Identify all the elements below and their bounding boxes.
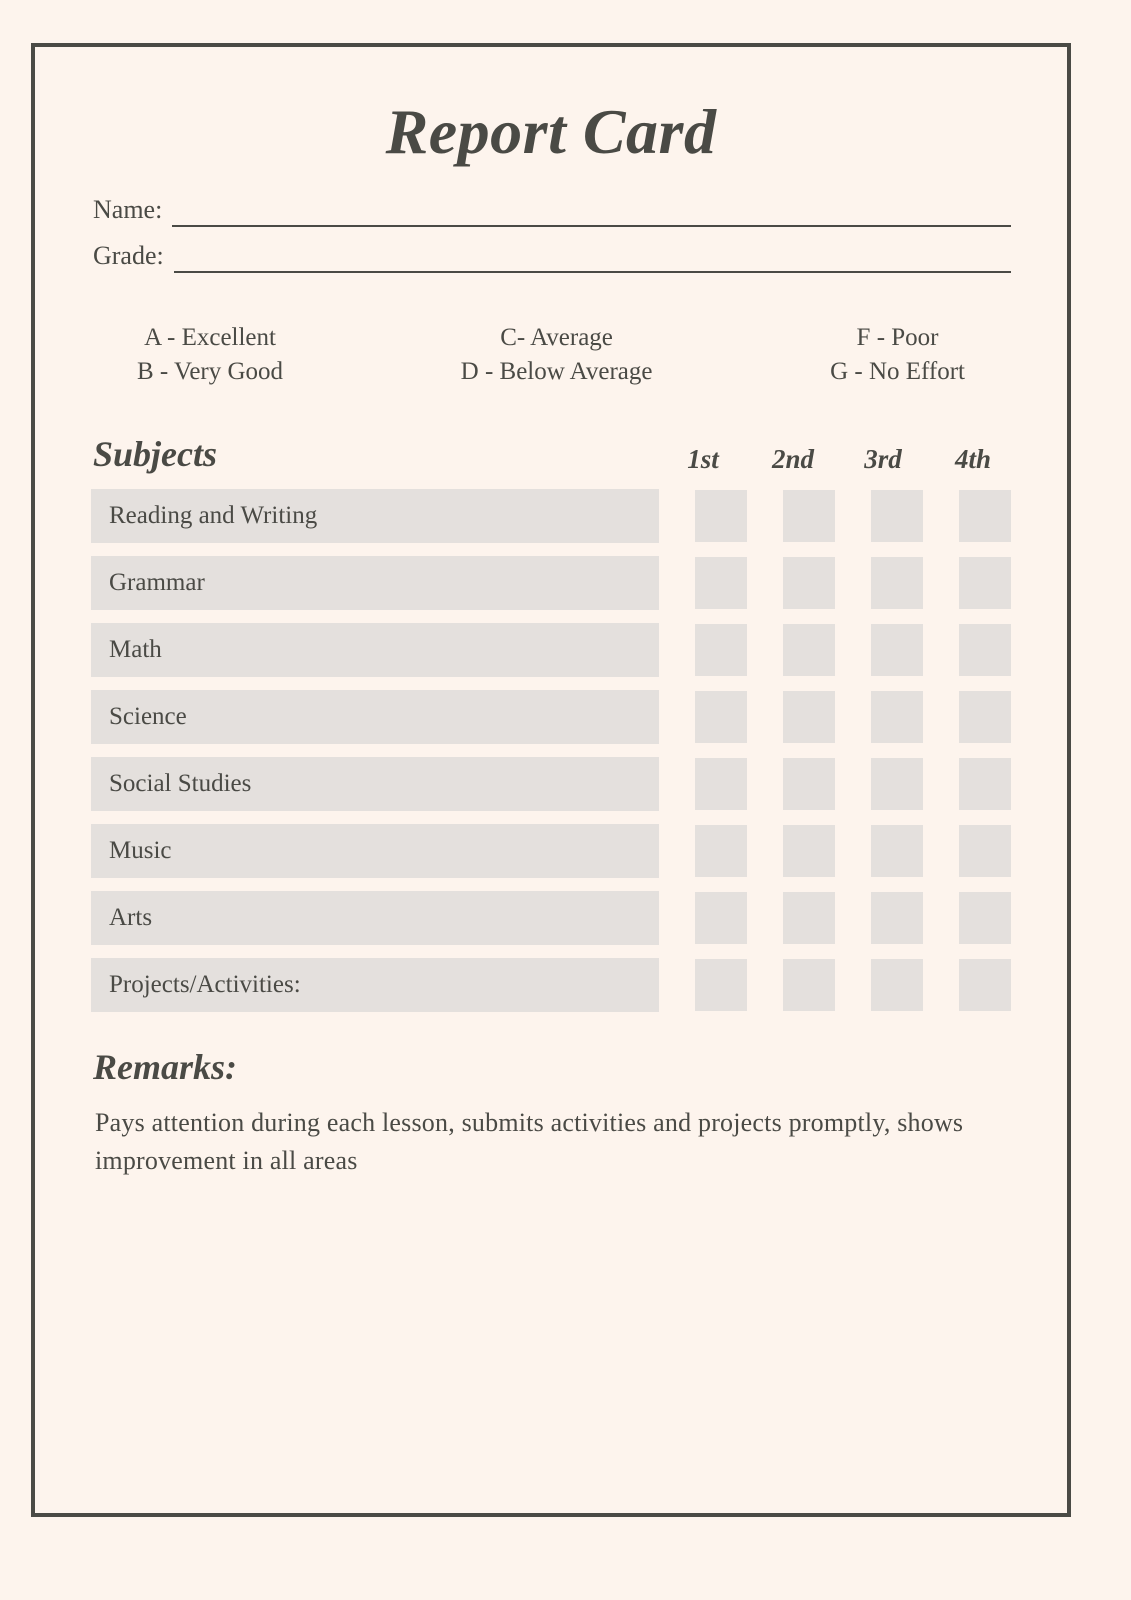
grade-cell-2nd[interactable] xyxy=(783,624,835,676)
term-header-4th: 4th xyxy=(954,444,992,474)
table-row xyxy=(91,958,1011,1012)
grade-input-line[interactable] xyxy=(174,247,1011,273)
table-row xyxy=(91,690,1011,744)
grade-cell-3rd[interactable] xyxy=(871,892,923,944)
table-row xyxy=(91,556,1011,610)
subjects-title: Subjects xyxy=(93,434,218,474)
grade-cell-3rd[interactable] xyxy=(871,691,923,743)
legend-item-g: G - No Effort xyxy=(830,358,965,385)
grade-cell-2nd[interactable] xyxy=(783,892,835,944)
remarks-text: Pays attention during each lesson, submits activities and projects promptly, shows improvement in all areas xyxy=(95,1108,964,1175)
grading-legend xyxy=(91,321,1011,389)
remarks-title: Remarks: xyxy=(93,1047,237,1087)
report-card-content xyxy=(35,47,1067,1513)
grade-cells xyxy=(695,557,1011,609)
subject-label: Grammar xyxy=(91,556,659,610)
table-row xyxy=(91,757,1011,811)
grade-cells xyxy=(695,624,1011,676)
grade-cell-4th[interactable] xyxy=(959,892,1011,944)
grade-cell-3rd[interactable] xyxy=(871,758,923,810)
grade-cell-1st[interactable] xyxy=(695,624,747,676)
subjects-header xyxy=(91,433,1011,475)
legend-item-f: F - Poor xyxy=(856,324,939,351)
grade-cell-4th[interactable] xyxy=(959,490,1011,542)
term-header-3rd: 3rd xyxy=(864,444,902,474)
grade-cell-4th[interactable] xyxy=(959,825,1011,877)
grade-cell-2nd[interactable] xyxy=(783,758,835,810)
report-card-page xyxy=(31,43,1071,1517)
subject-label: Music xyxy=(91,824,659,878)
term-header-2nd: 2nd xyxy=(771,444,815,474)
grade-cell-4th[interactable] xyxy=(959,691,1011,743)
legend-item-a: A - Excellent xyxy=(144,324,276,351)
legend-item-d: D - Below Average xyxy=(460,358,653,385)
grade-cell-1st[interactable] xyxy=(695,959,747,1011)
grade-cell-1st[interactable] xyxy=(695,557,747,609)
table-row xyxy=(91,623,1011,677)
name-input-line[interactable] xyxy=(172,201,1011,227)
grade-cell-3rd[interactable] xyxy=(871,624,923,676)
table-row xyxy=(91,489,1011,543)
legend-column-3 xyxy=(830,321,965,389)
grade-cell-2nd[interactable] xyxy=(783,490,835,542)
grade-cell-1st[interactable] xyxy=(695,825,747,877)
subject-label: Reading and Writing xyxy=(91,489,659,543)
term-header-1st: 1st xyxy=(687,444,719,474)
subject-rows xyxy=(91,489,1011,1012)
grade-cells xyxy=(695,959,1011,1011)
grade-cell-2nd[interactable] xyxy=(783,825,835,877)
name-field-row xyxy=(91,195,1011,227)
grade-cell-2nd[interactable] xyxy=(783,959,835,1011)
grade-cells xyxy=(695,490,1011,542)
grade-cell-2nd[interactable] xyxy=(783,691,835,743)
grade-cells xyxy=(695,892,1011,944)
grade-cell-4th[interactable] xyxy=(959,624,1011,676)
subject-label: Projects/Activities: xyxy=(91,958,659,1012)
legend-column-2 xyxy=(461,321,653,389)
grade-cells xyxy=(695,825,1011,877)
grade-cells xyxy=(695,758,1011,810)
grade-cell-2nd[interactable] xyxy=(783,557,835,609)
grade-cell-1st[interactable] xyxy=(695,490,747,542)
grade-cell-3rd[interactable] xyxy=(871,490,923,542)
grade-cell-4th[interactable] xyxy=(959,557,1011,609)
grade-cell-1st[interactable] xyxy=(695,892,747,944)
legend-column-1 xyxy=(137,321,283,389)
table-row xyxy=(91,824,1011,878)
subject-label: Math xyxy=(91,623,659,677)
grade-cell-3rd[interactable] xyxy=(871,825,923,877)
grade-cells xyxy=(695,691,1011,743)
grade-cell-3rd[interactable] xyxy=(871,557,923,609)
grade-cell-3rd[interactable] xyxy=(871,959,923,1011)
subject-label: Arts xyxy=(91,891,659,945)
legend-item-b: B - Very Good xyxy=(137,358,284,385)
term-headers xyxy=(651,444,1011,475)
grade-label: Grade: xyxy=(93,241,164,270)
grade-field-row xyxy=(91,241,1011,273)
legend-item-c: C- Average xyxy=(500,324,613,351)
grade-cell-1st[interactable] xyxy=(695,691,747,743)
table-row xyxy=(91,891,1011,945)
subject-label: Social Studies xyxy=(91,757,659,811)
grade-cell-1st[interactable] xyxy=(695,758,747,810)
subject-label: Science xyxy=(91,690,659,744)
page-title: Report Card xyxy=(385,96,717,167)
grade-cell-4th[interactable] xyxy=(959,959,1011,1011)
grade-cell-4th[interactable] xyxy=(959,758,1011,810)
name-label: Name: xyxy=(93,195,163,224)
